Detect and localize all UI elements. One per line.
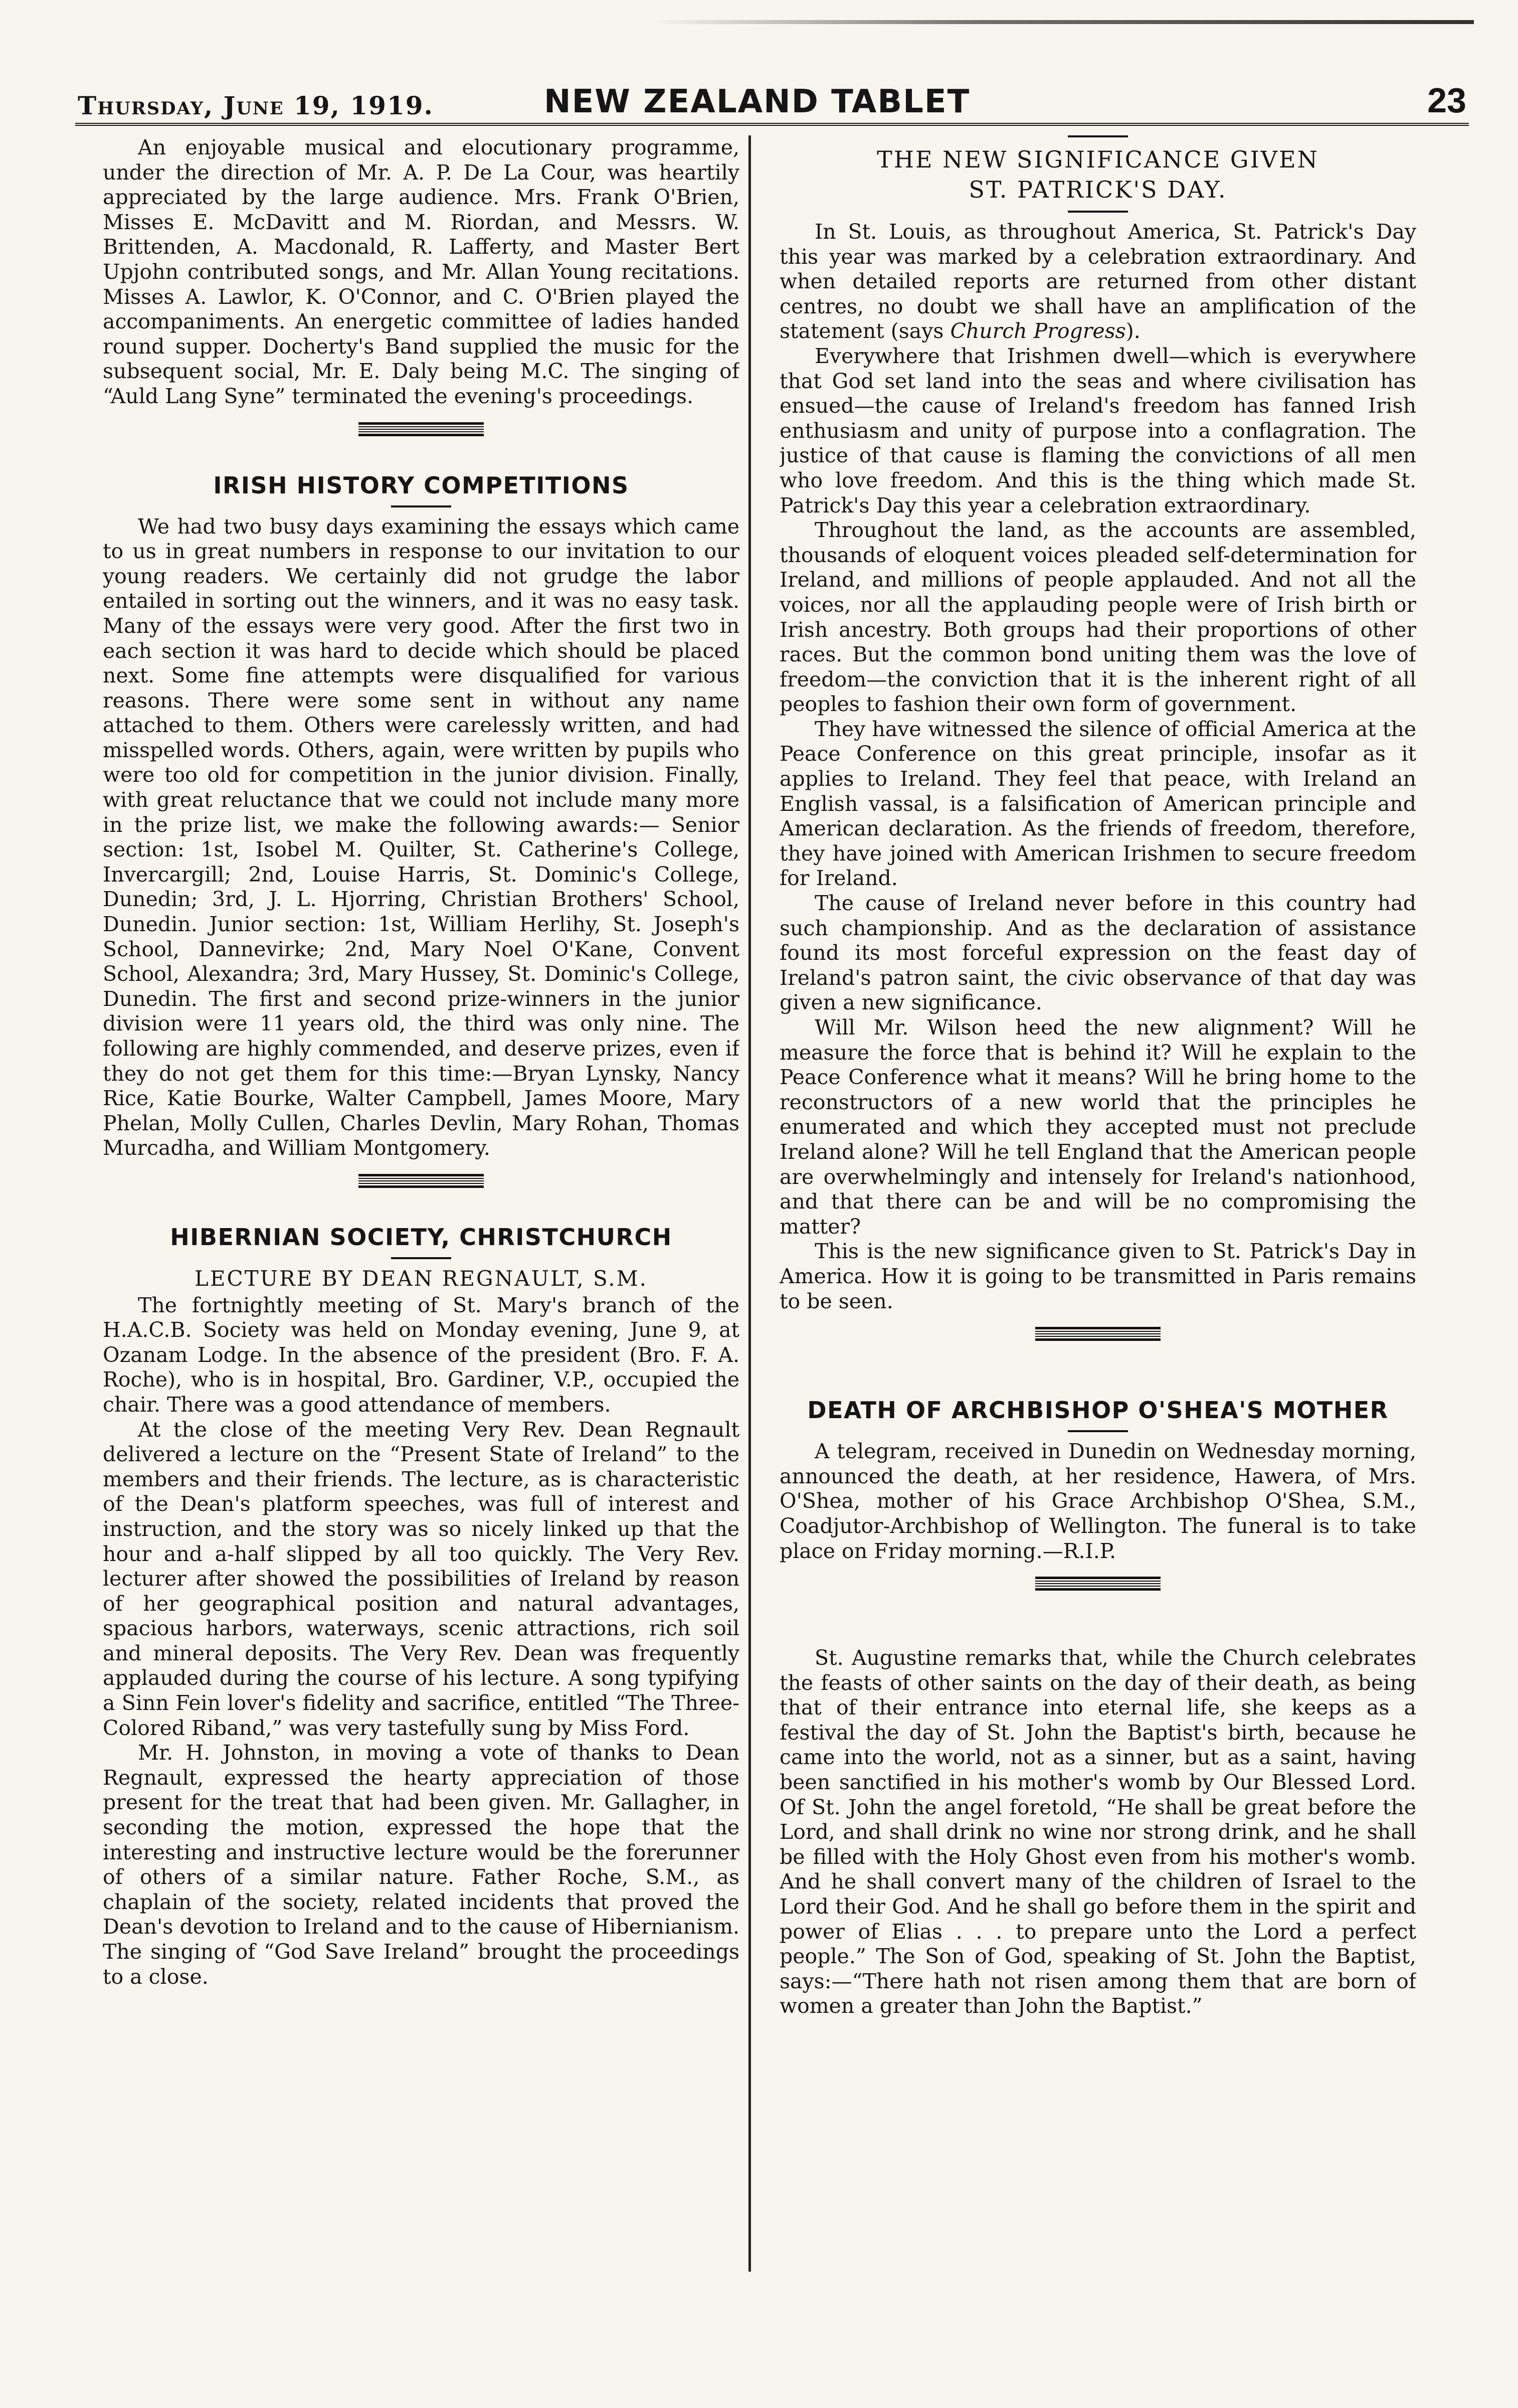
heading-rule: [1068, 1430, 1128, 1432]
irish-history-heading: IRISH HISTORY COMPETITIONS: [213, 471, 629, 499]
hibernian-paragraph-3: Mr. H. Johnston, in moving a vote of thanks to Dean Regnault, expressed the hearty appreciation of those present for the treat that had been given. Mr. Gallagher, in seconding the motion, expressed the hope that the interesting and instructive lecture would be the forerunner of others of a similar nature. Father Roche, S.M., as chaplain of the society, related incidents that proved the Dean's devotion to Ireland and to the cause of Hibernianism. The singing of “God Save Ireland” brought the proceedings to a close.: [103, 1741, 739, 1989]
st-patrick-article: [780, 135, 1416, 1314]
right-column: [780, 135, 1416, 2277]
hibernian-paragraph-1: The fortnightly meeting of St. Mary's branch of the H.A.C.B. Society was held on Monday evening, June 9, at Ozanam Lodge. In the absence of the president (Bro. F. A. Roche), who is in hospital, Bro. Gardiner, V.P., occupied the chair. There was a good attendance of members.: [103, 1293, 739, 1417]
st-patrick-paragraph-2: Everywhere that Irishmen dwell—which is everywhere that God set land into the seas and where civilisation has ensued—the cause of Ireland's freedom has fanned Irish enthusiasm and unity of purpose into a conflagration. The justice of that cause is flaming the convictions of all men who love freedom. And this is the thing which made St. Patrick's Day this year a celebration extraordinary.: [780, 343, 1416, 518]
death-notice-heading: DEATH OF ARCHBISHOP O'SHEA'S MOTHER: [807, 1397, 1389, 1424]
source-title: Church Progress: [950, 319, 1126, 343]
death-notice-article: [780, 1396, 1416, 1564]
st-patrick-paragraph-1: In St. Louis, as throughout America, St. Patrick's Day this year was marked by a celebration extraordinary. And when detailed reports are returned from other distant centres, no doubt we shall have an amplification of the statement (says Church Progress).: [780, 220, 1416, 343]
column-divider: [748, 135, 751, 2272]
st-patrick-paragraph-7: This is the new significance given to St. Patrick's Day in America. How it is going to be transmitted in Paris remains to be seen.: [780, 1239, 1416, 1313]
scan-edge-line: [652, 20, 1474, 24]
death-notice-paragraph: A telegram, received in Dunedin on Wednesday morning, announced the death, at her residence, Hawera, of Mrs. O'Shea, mother of his Grace Archbishop O'Shea, S.M., Coadjutor-Archbishop of Wellington. The funeral is to take place on Friday morning.—R.I.P.: [780, 1439, 1416, 1563]
st-patrick-paragraph-5: The cause of Ireland never before in this country had such championship. And as the declaration of assistance found its most forceful expression on the feast day of Ireland's patron saint, the civic observance of that day was given a new significance.: [780, 891, 1416, 1015]
heading-rule: [391, 505, 451, 507]
st-patrick-heading-line2: ST. PATRICK'S DAY.: [969, 176, 1227, 203]
hibernian-subheading: LECTURE BY DEAN REGNAULT, S.M.: [195, 1266, 648, 1291]
st-patrick-paragraph-4: They have witnessed the silence of official America at the Peace Conference on this great principle, insofar as it applies to Ireland. They feel that peace, with Ireland an English vassal, is a falsification of American principle and American declaration. As the friends of freedom, therefore, they have joined with American Irishmen to secure freedom for Ireland.: [780, 717, 1416, 891]
heading-rule: [1068, 211, 1128, 213]
concert-report: [103, 135, 739, 409]
section-ornament: [1035, 1327, 1161, 1341]
newspaper-title: NEW ZEALAND TABLET: [544, 83, 971, 120]
st-patrick-paragraph-6: Will Mr. Wilson heed the new alignment? Will he measure the force that is behind it? Will he explain to the Peace Conference what it means? Will he bring home to the reconstructors of a new world that the principles he enumerated and which they accepted must not preclude Ireland alone? Will he tell England that the American people are overwhelmingly and intensely for Ireland's nationhood, and that there can be and will be no compromising the matter?: [780, 1015, 1416, 1239]
irish-history-article: [103, 471, 739, 1161]
concert-paragraph: An enjoyable musical and elocutionary programme, under the direction of Mr. A. P. De La Cour, was heartily appreciated by the large audience. Mrs. Frank O'Brien, Misses E. McDavitt and M. Riordan, and Messrs. W. Brittenden, A. Macdonald, R. Lafferty, and Master Bert Upjohn contributed songs, and Mr. Allan Young recitations. Misses A. Lawlor, K. O'Connor, and C. O'Brien played the accompaniments. An energetic committee of ladies handed round supper. Docherty's Band supplied the music for the subsequent social, Mr. E. Daly being M.C. The singing of “Auld Lang Syne” terminated the evening's proceedings.: [103, 135, 739, 408]
hibernian-paragraph-2: At the close of the meeting Very Rev. Dean Regnault delivered a lecture on the “Present State of Ireland” to the members and their friends. The lecture, as is characteristic of the Dean's platform speeches, was full of interest and instruction, and the story was so nicely linked up that the hour and a-half slipped by all too quickly. The Very Rev. lecturer after showed the possibilities of Ireland by reason of her geographical position and natural advantages, spacious harbors, waterways, scenic attractions, rich soil and mineral deposits. The Very Rev. Dean was frequently applauded during the course of his lecture. A song typifying a Sinn Fein lover's fidelity and sacrifice, entitled “The Three-Colored Riband,” was very tastefully sung by Miss Ford.: [103, 1417, 739, 1740]
masthead-rule: [75, 123, 1469, 126]
st-patrick-heading-line1: THE NEW SIGNIFICANCE GIVEN: [877, 146, 1319, 173]
hibernian-heading: HIBERNIAN SOCIETY, CHRISTCHURCH: [170, 1223, 672, 1251]
st-augustine-paragraph: St. Augustine remarks that, while the Church celebrates the feasts of other saints on the day of their death, as being that of their entrance into eternal life, she keeps as a festival the day of St. John the Baptist's birth, because he came into the world, not as a sinner, but as a saint, having been sanctified in his mother's womb by Our Blessed Lord. Of St. John the angel foretold, “He shall be great before the Lord, and shall drink no wine nor strong drink, and he shall be filled with the Holy Ghost even from his mother's womb. And he shall convert many of the children of Israel to the Lord their God. And he shall go before them in the spirit and power of Elias . . . to prepare unto the Lord a perfect people.” The Son of God, speaking of St. John the Baptist, says:—“There hath not risen among them that are born of women a greater than John the Baptist.”: [780, 1646, 1416, 2018]
page-number: 23: [1427, 81, 1466, 120]
heading-rule: [1068, 135, 1128, 137]
issue-date: Thursday, June 19, 1919.: [78, 91, 434, 120]
section-ornament: [1035, 1577, 1161, 1591]
left-column: [103, 135, 739, 2277]
hibernian-article: [103, 1223, 739, 1989]
section-ornament: [358, 422, 484, 436]
irish-history-paragraph: We had two busy days examining the essays which came to us in great numbers in response to our invitation to our young readers. We certainly did not grudge the labor entailed in sorting out the winners, and it was no easy task. Many of the essays were very good. After the first two in each section it was hard to decide which should be placed next. Some fine attempts were disqualified for various reasons. There were some sent in without any name attached to them. Others were carelessly written, and had misspelled words. Others, again, were written by pupils who were too old for competition in the junior division. Finally, with great reluctance that we could not include many more in the prize list, we make the following awards:— Senior section: 1st, Isobel M. Quilter, St. Catherine's College, Invercargill; 2nd, Louise Harris, St. Dominic's College, Dunedin; 3rd, J. L. Hjorring, Christian Brothers' School, Dunedin. Junior section: 1st, William Herlihy, St. Joseph's School, Dannevirke; 2nd, Mary Noel O'Kane, Convent School, Alexandra; 3rd, Mary Hussey, St. Dominic's College, Dunedin. The first and second prize-winners in the junior division were 11 years old, the third was only nine. The following are highly commended, and deserve prizes, even if they do not get them for this time:—Bryan Lynsky, Nancy Rice, Katie Bourke, Walter Campbell, James Moore, Mary Phelan, Molly Cullen, Charles Devlin, Mary Rohan, Thomas Murcadha, and William Montgomery.: [103, 514, 739, 1160]
masthead: [78, 75, 1466, 120]
heading-rule: [391, 1257, 451, 1259]
st-patrick-paragraph-3: Throughout the land, as the accounts are assembled, thousands of eloquent voices pleaded self-determination for Ireland, and millions of people applauded. And not all the voices, nor all the applauding people were of Irish birth or Irish ancestry. Both groups had their proportions of other races. But the common bond uniting them was the love of freedom—the conviction that it is the inherent right of all peoples to fashion their own form of government.: [780, 518, 1416, 717]
st-augustine-article: [780, 1646, 1416, 2019]
section-ornament: [358, 1174, 484, 1188]
